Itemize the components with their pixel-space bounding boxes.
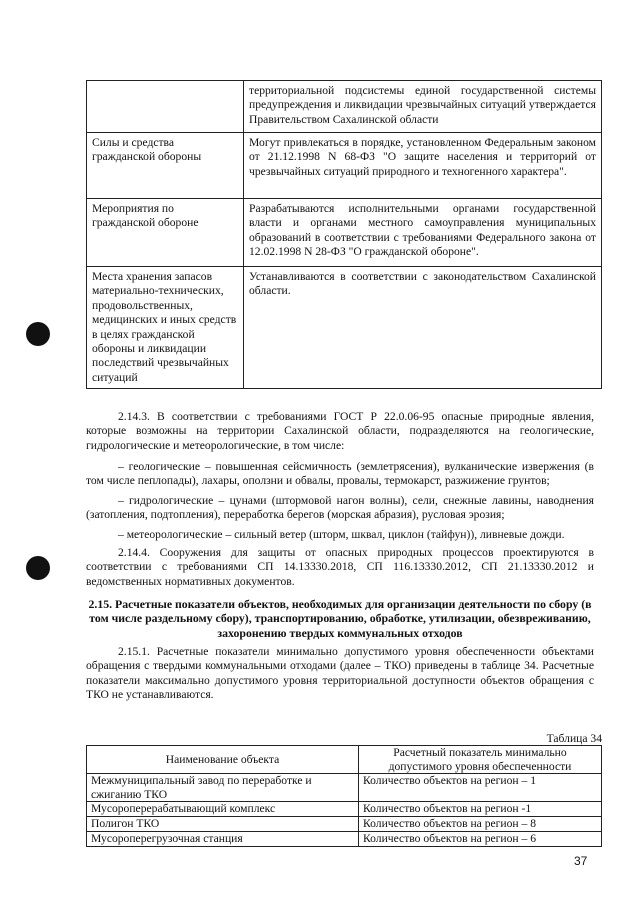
table-cell: Мусороперерабатывающий комплекс [87,802,359,817]
table-row [87,133,602,199]
table-row [87,802,602,817]
table-row [87,199,602,267]
paragraph-hydrological: – гидрологические – цунами (штормовой нагон волны), сели, снежные лавины, наводнения (затопления, подтопления), переработка берегов (морская абразия), русловая эрозия; [86,494,594,522]
punch-hole-icon [26,556,50,580]
table-row [87,774,602,802]
table-row [87,267,602,389]
table-cell: Мусороперегрузочная станция [87,832,359,847]
table-cell: Разрабатываются исполнительными органами государственной власти и органами местного самоуправления муниципальных образований в соответствии с требованиями Федерального закона от 12.02.1998 N 28-ФЗ "О гражданской обороне". [244,199,602,267]
table-cell: Устанавливаются в соответствии с законодательством Сахалинской области. [244,267,602,389]
paragraph-geological: – геологические – повышенная сейсмичность (землетрясения), вулканические извержения (в том числе пеплопады), лахары, оползни и обвалы, провалы, термокарст, разжижение грунтов; [86,460,594,488]
table-header-row [87,746,602,774]
table-cell: Мероприятия по гражданской обороне [87,199,244,267]
table-cell: Количество объектов на регион – 8 [359,817,602,832]
paragraph-meteorological: – метеорологические – сильный ветер (шторм, шквал, циклон (тайфун)), ливневые дожди. [118,528,565,541]
table-cell: территориальной подсистемы единой государственной системы предупреждения и ликвидации чрезвычайных ситуаций утверждается Правительством Сахалинской области [244,81,602,133]
punch-hole-icon [26,322,50,346]
table-row [87,817,602,832]
table-34 [86,745,602,847]
table-cell: Количество объектов на регион – 6 [359,832,602,847]
table-cell: Количество объектов на регион – 1 [359,774,602,802]
table-row [87,832,602,847]
column-header: Наименование объекта [87,746,359,774]
table-caption: Таблица 34 [546,732,602,745]
page-number: 37 [574,854,588,868]
table-cell [87,81,244,133]
civil-defense-table [86,80,602,389]
table-cell: Полигон ТКО [87,817,359,832]
paragraph-2-14-4: 2.14.4. Сооружения для защиты от опасных природных процессов проектируются в соответствии с требованиями СП 14.13330.2018, СП 116.13330.2012, СП 21.13330.2012 и ведомственных нормативных документов. [86,546,594,588]
paragraph-2-15-1: 2.15.1. Расчетные показатели минимально допустимого уровня обеспеченности объектами обращения с твердыми коммунальными отходами (далее – ТКО) приведены в таблице 34. Расчетные показатели максимально допустимого уровня территориальной доступности объектов обращения с ТКО не устанавливаются. [86,645,594,702]
table-cell: Силы и средства гражданской обороны [87,133,244,199]
table-cell: Межмуниципальный завод по переработке и сжиганию ТКО [87,774,359,802]
column-header: Расчетный показатель минимально допустимого уровня обеспеченности [359,746,602,774]
table-cell: Могут привлекаться в порядке, установленном Федеральным законом от 21.12.1998 N 68-ФЗ "О защите населения и территорий от чрезвычайных ситуаций природного и техногенного характера". [244,133,602,199]
table-cell: Количество объектов на регион -1 [359,802,602,817]
table-row [87,81,602,133]
table-cell: Места хранения запасов материально-технических, продовольственных, медицинских и иных средств в целях гражданской обороны и ликвидации последствий чрезвычайных ситуаций [87,267,244,389]
section-heading-2-15: 2.15. Расчетные показатели объектов, необходимых для организации деятельности по сбору (в том числе раздельному сбору), транспортированию, обработке, утилизации, обезвреживанию, захоронению твердых коммунальных отходов [88,597,592,640]
paragraph-2-14-3: 2.14.3. В соответствии с требованиями ГОСТ Р 22.0.06-95 опасные природные явления, которые возможны на территории Сахалинской области, подразделяются на геологические, гидрологические и метеорологические, в том числе: [86,410,594,452]
